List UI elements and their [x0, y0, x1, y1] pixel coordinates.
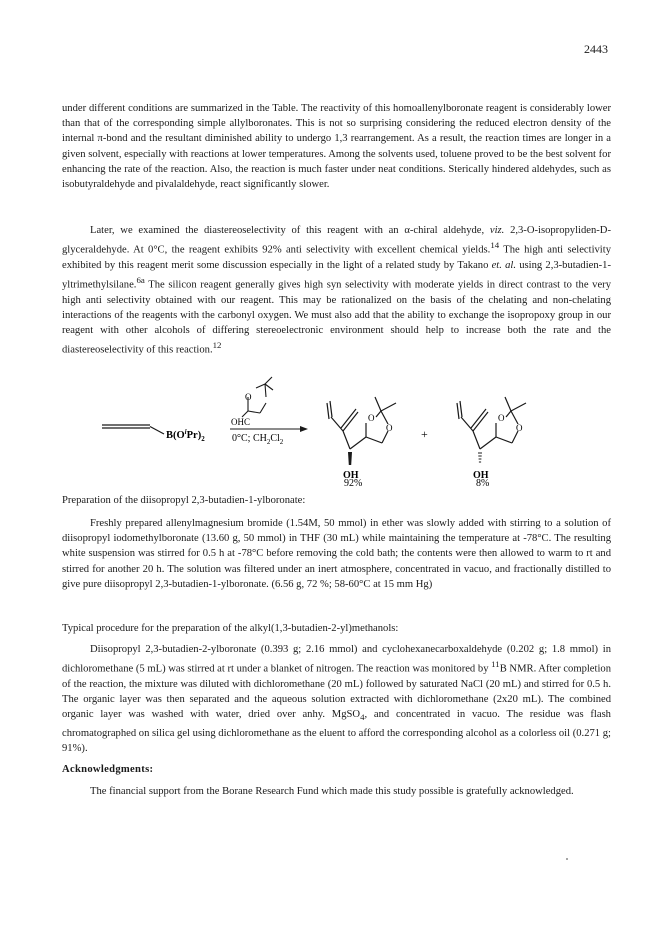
methyl-bond [265, 384, 273, 390]
paragraph-diastereoselectivity-text [62, 223, 611, 358]
heading-typical-procedure: Typical procedure for the preparation of the alkyl(1,3-butadien-2-yl)methanols: [62, 623, 399, 634]
diene-bond [461, 417, 473, 431]
paragraph-diastereoselectivity [62, 223, 611, 358]
page-number: 2443 [584, 42, 608, 56]
backbone-bond [343, 431, 350, 449]
reference-superscript: 14 [490, 240, 500, 251]
boron-label: $B(O^iPr)_2$ [166, 428, 205, 443]
heading-preparation: Preparation of the diisopropyl 2,3-butadien-1-ylboronate: [62, 495, 306, 506]
yield-major-label: 92% [344, 478, 363, 487]
backbone-bond [350, 437, 366, 449]
hydroxyl-label: OH [343, 470, 359, 481]
heading-acknowledgments: Acknowledgments: [62, 764, 154, 775]
methyl-bond [511, 403, 526, 411]
paragraph-preparation [62, 516, 611, 592]
diene-double-bond [457, 403, 459, 419]
methyl-bond [381, 403, 396, 411]
text-run: , and concentrated in vacuo. The residue was flash chromatographed on silica gel using dichloromethane as the eluent to afford the corresponding alcohol as a colorless oil (0.271 g; 91%). [62, 709, 611, 754]
text-run: B NMR. After completion of the reaction, the mixture was diluted with dichloromethane (20 mL) followed by saturated NaCl (20 mL) and stirred for 0.5 h. The organic layer was then separated and the aqueous solution extracted with dichloromethane (2x20 mL). The combined organic layer was washed with water, dried over anhy. MgSO [62, 663, 611, 721]
dioxolane-bond [506, 411, 511, 417]
dioxolane-bond [265, 384, 266, 397]
diene-double-bond [471, 409, 486, 428]
methyl-bond [505, 397, 511, 411]
dioxolane-bond [260, 403, 266, 413]
diene-double-bond [330, 401, 332, 417]
paragraph-reactivity-text: under different conditions are summarized in the Table. The reactivity of this homoallenylboronate reagent is considerably lower than that of the corresponding simple allylboronates. This is not so surprising considering the reduced electron density of the internal π-bond and the resultant diminished ability to undergo 1,3 rearrangement. As a result, the reaction times are longer in a given solvent, especially with reactions at lower temperatures. Among the solvents used, toluene proved to be the best solvent for enhancing the rate of the reaction. Also, the reaction is much faster under neat conditions. Sterically hindered aldehydes, such as isobutyraldehyde and pivalaldehyde, react significantly slower. [62, 103, 611, 191]
backbone-bond [473, 431, 480, 449]
ring-oxygen-label: O [516, 423, 523, 433]
backbone-bond [480, 437, 496, 449]
paragraph-acknowledgments [62, 784, 611, 799]
stereo-wedge-bond [348, 452, 352, 465]
ring-oxygen-label: O [386, 423, 393, 433]
reaction-arrowhead [300, 426, 308, 432]
text-run: The silicon reagent generally gives high syn selectivity with moderate yields in direct contrast to the very high anti selectivity obtained with our reagent. This may be rationalized on the basis of the chelating and non-chelating interactions of the reagents with the carbonyl oxygen. We must also add that the ability to exchange the isopropoxy group in our reagent with other alcohols of differing stereoelectronic environment should help to increase both the rate and the diastereoselectivity of this reaction. [62, 279, 611, 357]
reference-superscript: 6a [136, 275, 145, 286]
diene-double-bond [341, 409, 356, 428]
text-run: using 2,3-butadien-1-yltrimethylsilane. [62, 259, 611, 291]
methylene-bond [150, 427, 164, 435]
isotope-superscript: 11 [491, 659, 500, 670]
ring-oxygen-label: O [498, 413, 505, 423]
paragraph-reactivity [62, 101, 611, 192]
methyl-bond [265, 377, 272, 384]
text-run: The high anti selectivity exhibited by this reagent merit some discussion especially in the light of a related study by Takano [62, 244, 611, 271]
paragraph-acknowledgments-text: The financial support from the Borane Research Fund which made this study possible is gratefully acknowledged. [90, 786, 574, 797]
allenyl-boronate-structure [102, 425, 164, 434]
diene-bond [331, 417, 343, 431]
text-run: Later, we examined the diastereoselectivity of this reagent with an α-chiral aldehyde, [90, 225, 490, 236]
text-run: Diisopropyl 2,3-butadien-2-ylboronate (0.393 g; 2.16 mmol) and cyclohexanecarboxaldehyde (0.202 g; 1.8 mmol) in dichloromethane (5 mL) was stirred at rt under a blanket of nitrogen. The reaction was monitored by [62, 644, 611, 675]
aldehyde-ohc-label: OHC [231, 417, 251, 427]
diene-double-bond [473, 412, 488, 431]
diene-double-bond [327, 403, 329, 419]
dioxolane-bond [496, 437, 512, 443]
yield-minor-label: 8% [476, 478, 490, 487]
dioxolane-bond [366, 437, 382, 443]
diene-double-bond [460, 401, 462, 417]
dioxolane-bond [376, 411, 381, 417]
italic-viz: viz. [489, 225, 505, 236]
dioxolane-oxygen-label: O [245, 392, 252, 402]
hydroxyl-label: OH [473, 470, 489, 481]
plus-sign: + [421, 427, 428, 441]
paragraph-typical-procedure-text [62, 642, 611, 756]
methyl-bond [375, 397, 381, 411]
stereo-hash-bond [478, 453, 482, 462]
conditions-label: 0°C; $CH_2Cl_2$ [232, 433, 284, 446]
scan-speck [566, 858, 568, 860]
dioxolane-bond [248, 411, 260, 413]
reaction-scheme [100, 375, 580, 487]
dioxolane-bond [256, 384, 265, 388]
text-run: 2,3-O-isopropyliden-D-glyceraldehyde. At 0°C, the reagent exhibits 92% anti selectivity with excellent chemical yields. [62, 225, 611, 256]
formula-subscript: 4 [360, 712, 365, 723]
italic-et-al: et. al. [491, 259, 517, 271]
diene-double-bond [343, 412, 358, 431]
paragraph-typical-procedure [62, 642, 611, 756]
reference-superscript: 12 [212, 340, 222, 351]
paragraph-preparation-text: Freshly prepared allenylmagnesium bromide (1.54M, 50 mmol) in ether was slowly added with stirring to a solution of diisopropyl iodomethylboronate (13.60 g, 50 mmol) in THF (30 mL) while maintaining the temperature at -78°C. The resulting white suspension was stirred for 0.5 h at -78°C before removing the cold bath; the contents were then allowed to warm to rt and stirred for another 20 h. The solution was filtered under an inert atmosphere, concentrated in vacuo, and fractionally distilled to give pure diisopropyl 2,3-butadien-1-ylboronate. (6.56 g, 72 %; 58-60°C at 15 mm Hg) [62, 518, 611, 590]
ring-oxygen-label: O [368, 413, 375, 423]
